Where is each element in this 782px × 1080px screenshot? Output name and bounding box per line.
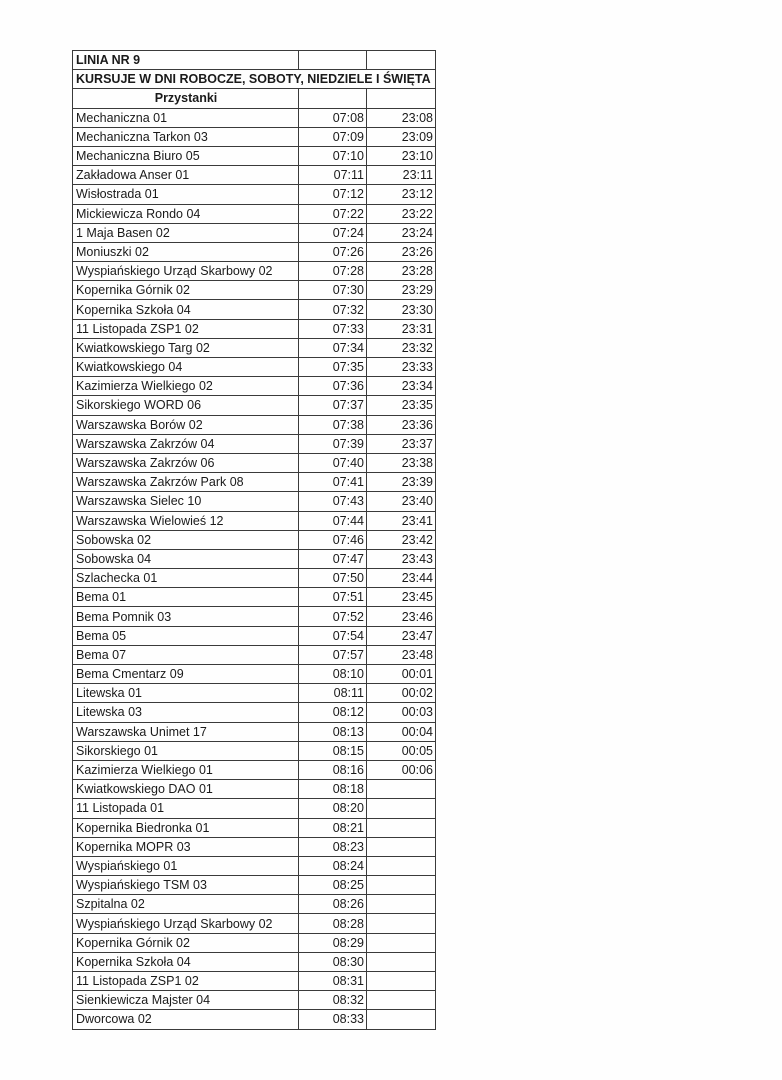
stop-name: Mechaniczna Biuro 05 (73, 146, 299, 165)
header-row (73, 89, 436, 108)
departure-time-1: 08:24 (299, 856, 367, 875)
table-row (73, 108, 436, 127)
departure-time-2 (367, 952, 436, 971)
departure-time-1: 08:25 (299, 876, 367, 895)
stop-name: Bema 05 (73, 626, 299, 645)
departure-time-1: 07:09 (299, 127, 367, 146)
table-row (73, 588, 436, 607)
departure-time-2: 00:01 (367, 665, 436, 684)
departure-time-1: 08:16 (299, 760, 367, 779)
departure-time-1: 08:18 (299, 780, 367, 799)
empty-cell (367, 51, 436, 70)
stop-name: Szpitalna 02 (73, 895, 299, 914)
stop-name: Bema 07 (73, 645, 299, 664)
stop-name: Kwiatkowskiego Targ 02 (73, 338, 299, 357)
departure-time-2 (367, 799, 436, 818)
stop-name: Warszawska Zakrzów Park 08 (73, 473, 299, 492)
stop-name: Kwiatkowskiego DAO 01 (73, 780, 299, 799)
departure-time-1: 08:13 (299, 722, 367, 741)
table-row (73, 300, 436, 319)
empty-cell (299, 89, 367, 108)
stop-name: Wyspiańskiego Urząd Skarbowy 02 (73, 262, 299, 281)
departure-time-1: 08:21 (299, 818, 367, 837)
table-row (73, 780, 436, 799)
departure-time-2: 23:32 (367, 338, 436, 357)
table-row (73, 377, 436, 396)
stop-name: Moniuszki 02 (73, 242, 299, 261)
table-row (73, 185, 436, 204)
stop-name: Kopernika Górnik 02 (73, 281, 299, 300)
departure-time-1: 08:11 (299, 684, 367, 703)
stop-name: Warszawska Zakrzów 06 (73, 453, 299, 472)
stop-name: Sikorskiego WORD 06 (73, 396, 299, 415)
departure-time-1: 07:44 (299, 511, 367, 530)
table-row (73, 818, 436, 837)
departure-time-2 (367, 837, 436, 856)
departure-time-1: 07:22 (299, 204, 367, 223)
table-row (73, 223, 436, 242)
stop-name: Litewska 01 (73, 684, 299, 703)
departure-time-1: 07:39 (299, 434, 367, 453)
departure-time-2 (367, 991, 436, 1010)
departure-time-1: 08:28 (299, 914, 367, 933)
departure-time-1: 07:11 (299, 166, 367, 185)
departure-time-1: 07:40 (299, 453, 367, 472)
stop-name: Bema Cmentarz 09 (73, 665, 299, 684)
departure-time-1: 08:33 (299, 1010, 367, 1029)
departure-time-2: 23:46 (367, 607, 436, 626)
departure-time-1: 07:34 (299, 338, 367, 357)
departure-time-1: 08:10 (299, 665, 367, 684)
departure-time-2: 23:35 (367, 396, 436, 415)
stop-name: Dworcowa 02 (73, 1010, 299, 1029)
table-row (73, 473, 436, 492)
empty-cell (367, 89, 436, 108)
departure-time-2: 23:40 (367, 492, 436, 511)
table-row (73, 895, 436, 914)
stop-name: Warszawska Wielowieś 12 (73, 511, 299, 530)
stop-name: Litewska 03 (73, 703, 299, 722)
table-row (73, 876, 436, 895)
table-row (73, 645, 436, 664)
departure-time-2: 23:36 (367, 415, 436, 434)
stop-name: Wyspiańskiego TSM 03 (73, 876, 299, 895)
empty-cell (299, 51, 367, 70)
departure-time-2: 23:08 (367, 108, 436, 127)
table-row (73, 530, 436, 549)
departure-time-2: 23:44 (367, 569, 436, 588)
stop-name: Kazimierza Wielkiego 02 (73, 377, 299, 396)
departure-time-2 (367, 895, 436, 914)
stop-name: Mickiewicza Rondo 04 (73, 204, 299, 223)
stop-name: Warszawska Borów 02 (73, 415, 299, 434)
stop-name: 1 Maja Basen 02 (73, 223, 299, 242)
stop-name: Mechaniczna 01 (73, 108, 299, 127)
table-row (73, 511, 436, 530)
departure-time-1: 07:26 (299, 242, 367, 261)
departure-time-2: 23:45 (367, 588, 436, 607)
stop-name: Kopernika MOPR 03 (73, 837, 299, 856)
departure-time-1: 07:41 (299, 473, 367, 492)
stop-name: Kopernika Szkoła 04 (73, 952, 299, 971)
departure-time-2 (367, 914, 436, 933)
stop-name: Kopernika Biedronka 01 (73, 818, 299, 837)
departure-time-2: 23:43 (367, 549, 436, 568)
departure-time-1: 07:38 (299, 415, 367, 434)
departure-time-2 (367, 856, 436, 875)
stop-name: Warszawska Sielec 10 (73, 492, 299, 511)
table-row (73, 262, 436, 281)
departure-time-2 (367, 876, 436, 895)
departure-time-1: 08:12 (299, 703, 367, 722)
stop-name: Kopernika Szkoła 04 (73, 300, 299, 319)
departure-time-1: 08:29 (299, 933, 367, 952)
departure-time-1: 07:35 (299, 358, 367, 377)
table-row (73, 722, 436, 741)
departure-time-2 (367, 933, 436, 952)
table-row (73, 358, 436, 377)
timetable (72, 50, 436, 1030)
stop-name: Wyspiańskiego Urząd Skarbowy 02 (73, 914, 299, 933)
departure-time-2: 23:31 (367, 319, 436, 338)
departure-time-1: 07:12 (299, 185, 367, 204)
table-row (73, 914, 436, 933)
departure-time-2: 23:34 (367, 377, 436, 396)
departure-time-1: 07:43 (299, 492, 367, 511)
departure-time-2 (367, 972, 436, 991)
table-row (73, 415, 436, 434)
table-row (73, 972, 436, 991)
stop-name: Warszawska Unimet 17 (73, 722, 299, 741)
stop-name: Szlachecka 01 (73, 569, 299, 588)
stop-name: Kwiatkowskiego 04 (73, 358, 299, 377)
table-row (73, 453, 436, 472)
departure-time-1: 07:54 (299, 626, 367, 645)
table-row (73, 434, 436, 453)
stop-name: Kopernika Górnik 02 (73, 933, 299, 952)
departure-time-2: 23:24 (367, 223, 436, 242)
departure-time-1: 08:20 (299, 799, 367, 818)
departure-time-1: 07:33 (299, 319, 367, 338)
service-days-row (73, 70, 436, 89)
table-row (73, 492, 436, 511)
departure-time-2: 23:09 (367, 127, 436, 146)
table-row (73, 146, 436, 165)
table-row (73, 127, 436, 146)
departure-time-1: 07:30 (299, 281, 367, 300)
departure-time-1: 08:15 (299, 741, 367, 760)
departure-time-1: 07:47 (299, 549, 367, 568)
departure-time-2: 23:12 (367, 185, 436, 204)
departure-time-1: 08:32 (299, 991, 367, 1010)
table-row (73, 607, 436, 626)
stop-name: Bema 01 (73, 588, 299, 607)
departure-time-2: 23:39 (367, 473, 436, 492)
table-row (73, 166, 436, 185)
stop-name: 11 Listopada ZSP1 02 (73, 972, 299, 991)
departure-time-2 (367, 818, 436, 837)
departure-time-1: 07:36 (299, 377, 367, 396)
departure-time-2: 23:30 (367, 300, 436, 319)
departure-time-1: 07:08 (299, 108, 367, 127)
departure-time-2: 23:10 (367, 146, 436, 165)
table-row (73, 242, 436, 261)
stop-name: 11 Listopada 01 (73, 799, 299, 818)
departure-time-2: 00:06 (367, 760, 436, 779)
stop-name: Wyspiańskiego 01 (73, 856, 299, 875)
departure-time-1: 08:26 (299, 895, 367, 914)
departure-time-2: 00:03 (367, 703, 436, 722)
table-row (73, 549, 436, 568)
table-row (73, 991, 436, 1010)
table-row (73, 204, 436, 223)
departure-time-2: 23:48 (367, 645, 436, 664)
table-row (73, 837, 436, 856)
table-row (73, 684, 436, 703)
departure-time-2: 23:22 (367, 204, 436, 223)
departure-time-1: 07:46 (299, 530, 367, 549)
departure-time-1: 07:52 (299, 607, 367, 626)
stop-name: Sienkiewicza Majster 04 (73, 991, 299, 1010)
stop-name: Wisłostrada 01 (73, 185, 299, 204)
table-row (73, 626, 436, 645)
departure-time-1: 08:23 (299, 837, 367, 856)
table-row (73, 1010, 436, 1029)
departure-time-1: 07:28 (299, 262, 367, 281)
departure-time-2: 00:02 (367, 684, 436, 703)
departure-time-1: 07:37 (299, 396, 367, 415)
departure-time-1: 07:24 (299, 223, 367, 242)
table-row (73, 338, 436, 357)
stop-name: Warszawska Zakrzów 04 (73, 434, 299, 453)
departure-time-2: 23:29 (367, 281, 436, 300)
departure-time-2: 00:05 (367, 741, 436, 760)
departure-time-2: 23:33 (367, 358, 436, 377)
departure-time-1: 08:30 (299, 952, 367, 971)
table-row (73, 856, 436, 875)
table-row (73, 665, 436, 684)
departure-time-2: 23:37 (367, 434, 436, 453)
departure-time-2 (367, 1010, 436, 1029)
departure-time-2: 23:47 (367, 626, 436, 645)
departure-time-1: 07:32 (299, 300, 367, 319)
stop-name: 11 Listopada ZSP1 02 (73, 319, 299, 338)
stop-name: Zakładowa Anser 01 (73, 166, 299, 185)
departure-time-1: 07:10 (299, 146, 367, 165)
stop-name: Sobowska 02 (73, 530, 299, 549)
table-row (73, 319, 436, 338)
departure-time-2: 23:42 (367, 530, 436, 549)
stops-header: Przystanki (73, 89, 299, 108)
table-row (73, 703, 436, 722)
stop-name: Mechaniczna Tarkon 03 (73, 127, 299, 146)
departure-time-2: 00:04 (367, 722, 436, 741)
line-title-row (73, 51, 436, 70)
departure-time-1: 07:50 (299, 569, 367, 588)
departure-time-2: 23:11 (367, 166, 436, 185)
stop-name: Sikorskiego 01 (73, 741, 299, 760)
line-title: LINIA NR 9 (73, 51, 299, 70)
table-row (73, 569, 436, 588)
table-row (73, 933, 436, 952)
departure-time-2 (367, 780, 436, 799)
stop-name: Bema Pomnik 03 (73, 607, 299, 626)
departure-time-2: 23:28 (367, 262, 436, 281)
departure-time-1: 07:57 (299, 645, 367, 664)
departure-time-2: 23:38 (367, 453, 436, 472)
table-row (73, 281, 436, 300)
stop-name: Sobowska 04 (73, 549, 299, 568)
departure-time-2: 23:26 (367, 242, 436, 261)
table-row (73, 741, 436, 760)
stop-name: Kazimierza Wielkiego 01 (73, 760, 299, 779)
table-row (73, 952, 436, 971)
service-days: KURSUJE W DNI ROBOCZE, SOBOTY, NIEDZIELE I ŚWIĘTA (73, 70, 436, 89)
departure-time-1: 07:51 (299, 588, 367, 607)
departure-time-2: 23:41 (367, 511, 436, 530)
table-row (73, 799, 436, 818)
departure-time-1: 08:31 (299, 972, 367, 991)
table-row (73, 760, 436, 779)
table-row (73, 396, 436, 415)
